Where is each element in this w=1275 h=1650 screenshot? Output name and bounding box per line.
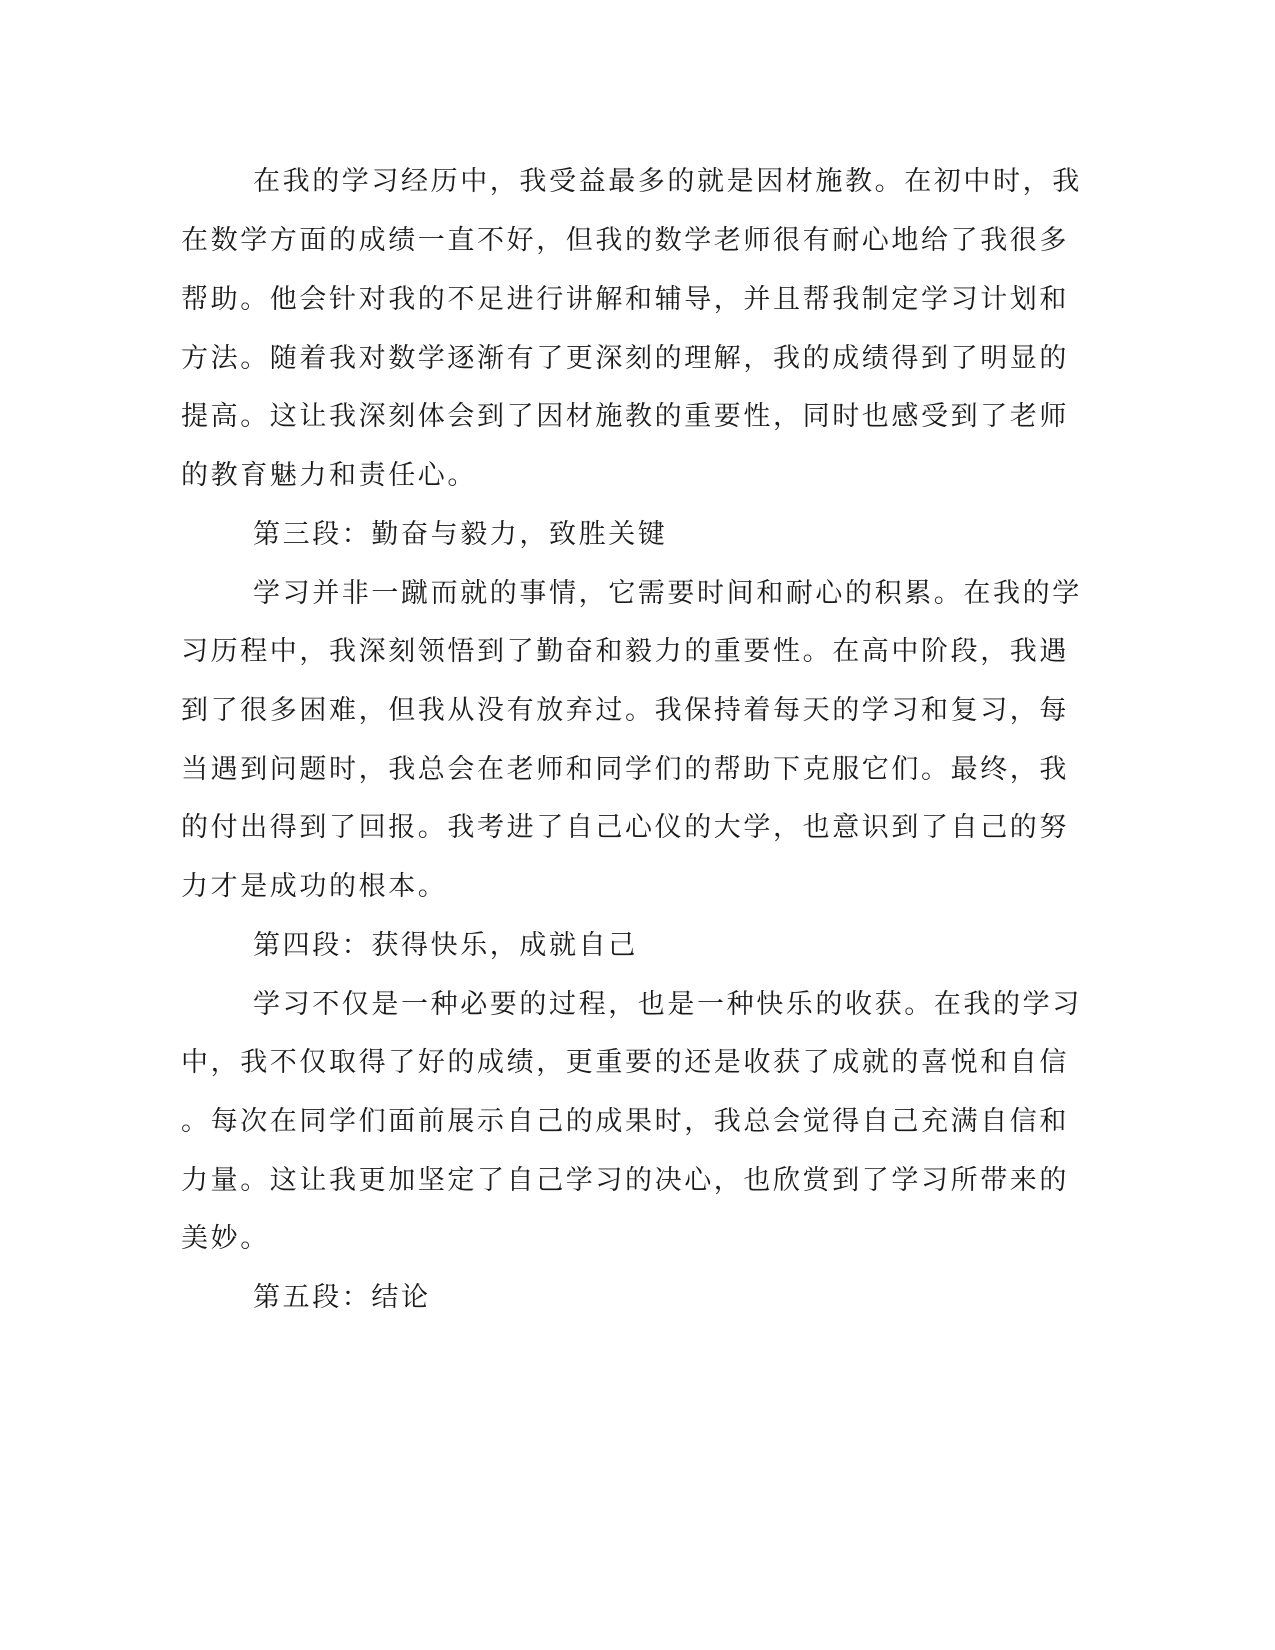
- paragraph-line: 力量。这让我更加坚定了自己学习的决心，也欣赏到了学习所带来的: [181, 1165, 1069, 1196]
- paragraph-line: 当遇到问题时，我总会在老师和同学们的帮助下克服它们。最终，我: [181, 754, 1069, 785]
- section-heading: 第三段：勤奋与毅力，致胜关键: [253, 519, 668, 550]
- paragraph-line: 中，我不仅取得了好的成绩，更重要的还是收获了成就的喜悦和自信: [181, 1047, 1069, 1078]
- paragraph-line: 到了很多困难，但我从没有放弃过。我保持着每天的学习和复习，每: [181, 695, 1069, 726]
- paragraph-line: 力才是成功的根本。: [181, 871, 448, 902]
- paragraph-line: 学习不仅是一种必要的过程，也是一种快乐的收获。在我的学习: [253, 989, 1082, 1020]
- paragraph-line: 习历程中，我深刻领悟到了勤奋和毅力的重要性。在高中阶段，我遇: [181, 636, 1069, 667]
- paragraph-line: 美妙。: [181, 1223, 270, 1254]
- paragraph-line: 的教育魅力和责任心。: [181, 460, 477, 491]
- paragraph-line: 学习并非一蹴而就的事情，它需要时间和耐心的积累。在我的学: [253, 578, 1082, 609]
- section-heading: 第四段：获得快乐，成就自己: [253, 930, 638, 961]
- paragraph-line: 的付出得到了回报。我考进了自己心仪的大学，也意识到了自己的努: [181, 812, 1069, 843]
- paragraph-line: 方法。随着我对数学逐渐有了更深刻的理解，我的成绩得到了明显的: [181, 343, 1069, 374]
- paragraph-line: 帮助。他会针对我的不足进行讲解和辅导，并且帮我制定学习计划和: [181, 284, 1069, 315]
- paragraph-line: 。每次在同学们面前展示自己的成果时，我总会觉得自己充满自信和: [181, 1106, 1069, 1137]
- section-heading: 第五段：结论: [253, 1282, 431, 1313]
- paragraph-line: 在数学方面的成绩一直不好，但我的数学老师很有耐心地给了我很多: [181, 225, 1069, 256]
- paragraph-line: 提高。这让我深刻体会到了因材施教的重要性，同时也感受到了老师: [181, 401, 1069, 432]
- paragraph-line: 在我的学习经历中，我受益最多的就是因材施教。在初中时，我: [253, 166, 1082, 197]
